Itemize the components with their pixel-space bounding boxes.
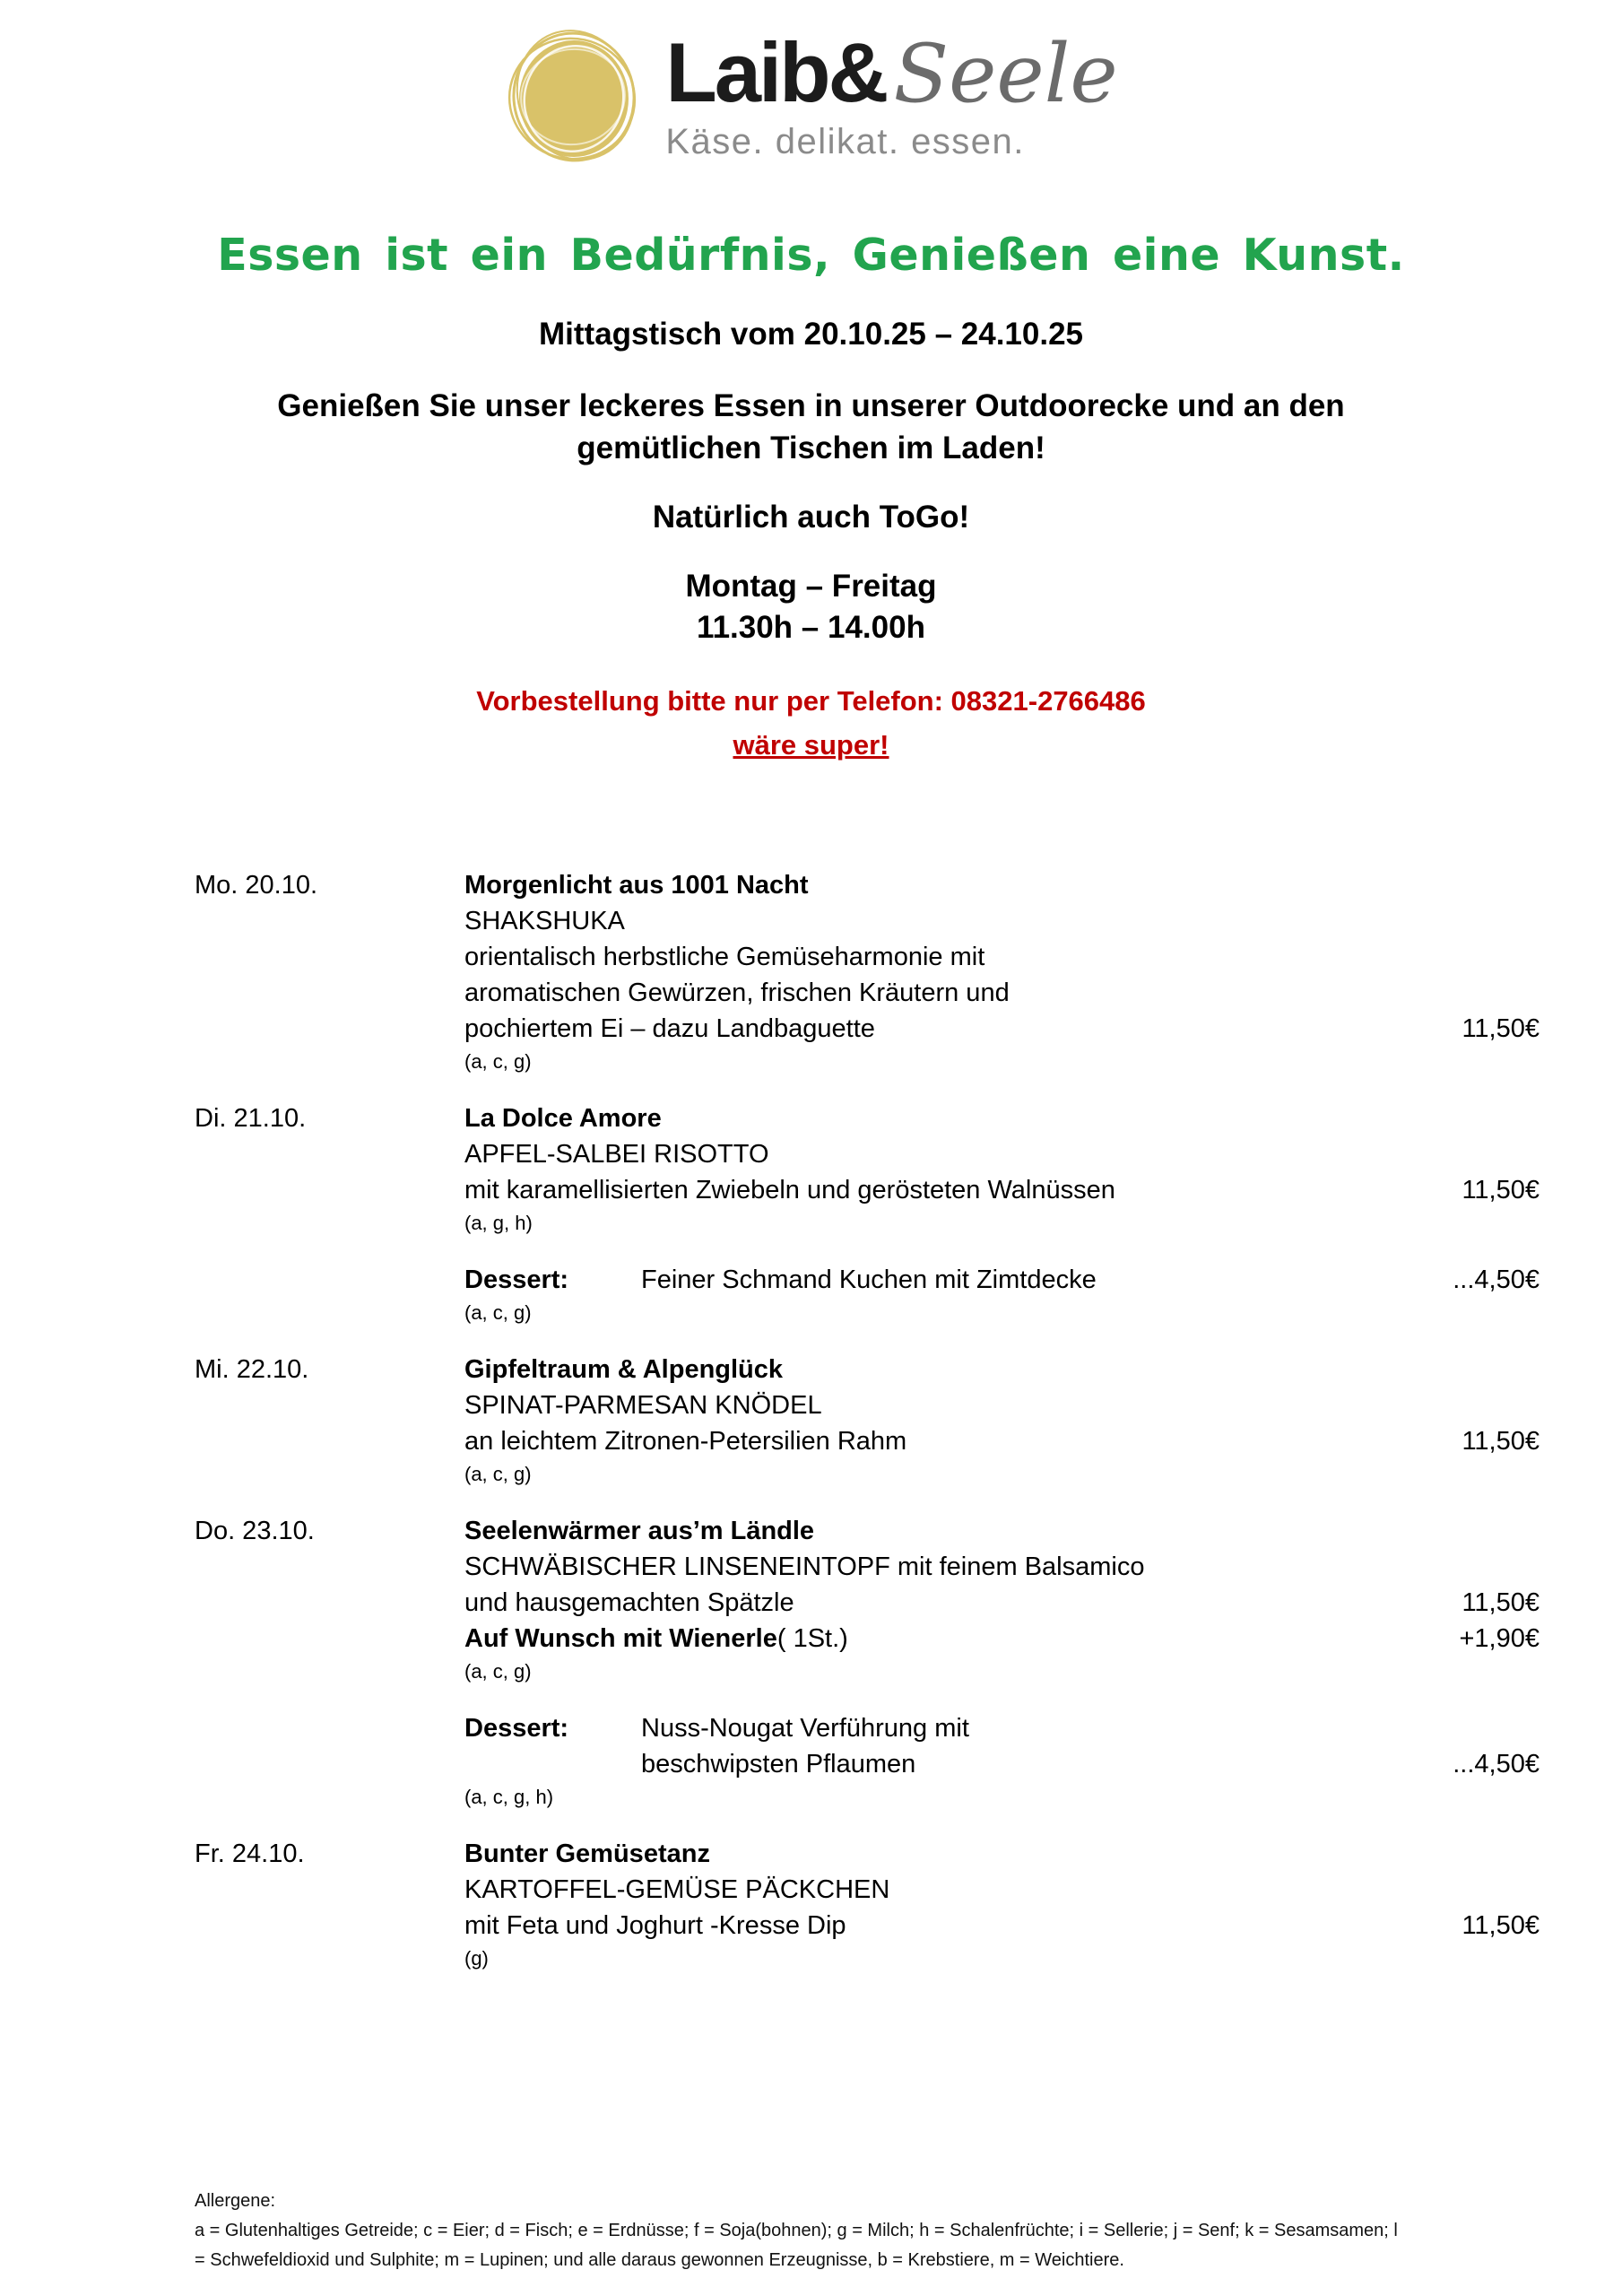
dish-block	[464, 1262, 1540, 1326]
dish-line	[464, 1423, 1540, 1459]
dish-line	[464, 1262, 1540, 1298]
dish-block	[464, 1836, 1540, 1972]
dish-text: an leichtem Zitronen-Petersilien Rahm	[464, 1427, 907, 1456]
price: 11,50€	[1462, 1427, 1540, 1456]
dish-line	[464, 867, 1540, 903]
dish-line	[464, 1172, 1540, 1208]
dish-text: Auf Wunsch mit Wienerle	[464, 1624, 777, 1653]
dish-text: KARTOFFEL-GEMÜSE PÄCKCHEN	[464, 1875, 890, 1904]
menu-day-row	[195, 1100, 1540, 1237]
dish-line	[464, 1836, 1540, 1872]
brand-name-laib: Laib&	[665, 25, 887, 119]
menu-list	[0, 867, 1622, 1972]
dish-line	[464, 1710, 1540, 1746]
day-label: Mo. 20.10.	[195, 871, 318, 900]
menu-day-row	[195, 1513, 1540, 1685]
dish-text: orientalisch herbstliche Gemüseharmonie mit	[464, 943, 985, 971]
day-label: Di. 21.10.	[195, 1104, 307, 1133]
dish-line	[464, 939, 1540, 975]
allergen-codes	[464, 1784, 1540, 1811]
dish-text: und hausgemachten Spätzle	[464, 1588, 794, 1617]
menu-day-row	[195, 867, 1540, 1075]
brand-tagline: Käse. delikat. essen.	[665, 122, 1025, 161]
dish-block	[464, 1710, 1540, 1811]
togo-line: Natürlich auch ToGo!	[652, 500, 970, 535]
dish-text: mit karamellisierten Zwiebeln und gerösteten Walnüssen	[464, 1176, 1115, 1205]
invitation-text	[0, 385, 1622, 469]
dish-text: (a, c, g)	[464, 1050, 532, 1073]
opening-times: 11.30h – 14.00h	[697, 610, 925, 645]
dish-line	[464, 1549, 1540, 1585]
allergen-line-2: = Schwefeldioxid und Sulphite; m = Lupinen; und alle daraus gewonnen Erzeugnisse, b = Krebstiere, m = Weichtiere.	[195, 2250, 1124, 2270]
price: 11,50€	[1462, 1588, 1540, 1617]
dish-text: (a, c, g)	[464, 1301, 532, 1324]
dish-block	[464, 867, 1540, 1075]
preorder-notice	[0, 679, 1622, 767]
dish-line	[464, 1011, 1540, 1047]
dish-line	[464, 1746, 1540, 1782]
dish-line	[464, 1621, 1540, 1657]
dish-line	[464, 1352, 1540, 1387]
dish-text: SCHWÄBISCHER LINSENEINTOPF mit feinem Balsamico	[464, 1552, 1145, 1581]
dish-text: (a, c, g)	[464, 1660, 532, 1683]
allergen-codes	[464, 1210, 1540, 1237]
brand-name-seele: Seele	[893, 27, 1118, 121]
dish-line	[464, 1100, 1540, 1136]
dish-text: SHAKSHUKA	[464, 907, 625, 935]
opening-hours	[0, 566, 1622, 648]
week-range-line: Mittagstisch vom 20.10.25 – 24.10.25	[539, 317, 1083, 352]
dish-text: Gipfeltraum & Alpenglück	[464, 1355, 784, 1384]
day-label	[195, 1710, 464, 1811]
dish-line	[464, 1136, 1540, 1172]
allergen-codes	[464, 1048, 1540, 1075]
dish-line	[464, 1513, 1540, 1549]
day-label: Mi. 22.10.	[195, 1355, 309, 1384]
dish-block	[464, 1100, 1540, 1237]
dish-text-suffix: ( 1St.)	[776, 1624, 848, 1653]
allergen-codes	[464, 1945, 1540, 1972]
price: ...4,50€	[1453, 1265, 1540, 1294]
price: 11,50€	[1462, 1014, 1540, 1043]
allergen-codes	[464, 1658, 1540, 1685]
dessert-row	[195, 1262, 1540, 1326]
brand-logo-text	[665, 23, 1117, 162]
price: ...4,50€	[1453, 1750, 1540, 1779]
dish-line	[464, 1585, 1540, 1621]
dish-line	[464, 903, 1540, 939]
brand-logo-mark-icon	[504, 23, 644, 170]
dish-text: mit Feta und Joghurt -Kresse Dip	[464, 1911, 846, 1940]
brand-logo	[0, 0, 1622, 176]
price: 11,50€	[1462, 1176, 1540, 1205]
dish-block	[464, 1513, 1540, 1685]
dish-text: APFEL-SALBEI RISOTTO	[464, 1140, 769, 1169]
allergen-line-1: a = Glutenhaltiges Getreide; c = Eier; d = Fisch; e = Erdnüsse; f = Soja(bohnen); g = Milch; h = Schalenfrüchte; i = Sellerie; j = Senf; k = Sesamsamen; l	[195, 2221, 1398, 2240]
dish-text: pochiertem Ei – dazu Landbaguette	[464, 1014, 875, 1043]
allergen-codes	[464, 1300, 1540, 1326]
dish-line	[464, 1387, 1540, 1423]
dish-line	[464, 975, 1540, 1011]
dish-line	[464, 1908, 1540, 1944]
dish-text: Nuss-Nougat Verführung mit	[641, 1714, 969, 1743]
dish-text: (g)	[464, 1947, 489, 1970]
price: +1,90€	[1459, 1624, 1540, 1653]
dish-text: Bunter Gemüsetanz	[464, 1839, 710, 1868]
dish-line	[464, 1872, 1540, 1908]
menu-day-row	[195, 1352, 1540, 1488]
day-label: Do. 23.10.	[195, 1517, 315, 1545]
dish-block	[464, 1352, 1540, 1488]
dessert-label: Dessert:	[464, 1265, 569, 1294]
dish-text: Feiner Schmand Kuchen mit Zimtdecke	[641, 1265, 1097, 1294]
dish-text: (a, g, h)	[464, 1212, 533, 1234]
dish-text: beschwipsten Pflaumen	[641, 1750, 916, 1779]
dish-text: (a, c, g)	[464, 1463, 532, 1485]
dish-text: SPINAT-PARMESAN KNÖDEL	[464, 1391, 822, 1420]
day-label	[195, 1262, 464, 1326]
dish-text: La Dolce Amore	[464, 1104, 662, 1133]
dish-text: Seelenwärmer aus’m Ländle	[464, 1517, 815, 1545]
dessert-row	[195, 1710, 1540, 1811]
preorder-appeal-line: wäre super!	[733, 729, 889, 761]
allergen-footer	[195, 2187, 1590, 2275]
invitation-line-2: gemütlichen Tischen im Laden!	[577, 430, 1045, 465]
preorder-phone-line: Vorbestellung bitte nur per Telefon: 08321-2766486	[476, 685, 1146, 717]
invitation-line-1: Genießen Sie unser leckeres Essen in unserer Outdoorecke und an den	[277, 388, 1345, 423]
opening-days: Montag – Freitag	[685, 569, 937, 604]
dish-text: aromatischen Gewürzen, frischen Kräutern und	[464, 978, 1010, 1007]
dessert-label: Dessert:	[464, 1714, 569, 1743]
menu-day-row	[195, 1836, 1540, 1972]
price: 11,50€	[1462, 1911, 1540, 1940]
dish-text: (a, c, g, h)	[464, 1786, 554, 1808]
allergen-codes	[464, 1461, 1540, 1488]
motto-headline: Essen ist ein Bedürfnis, Genießen eine Kunst.	[217, 230, 1405, 281]
dish-text: Morgenlicht aus 1001 Nacht	[464, 871, 809, 900]
day-label: Fr. 24.10.	[195, 1839, 305, 1868]
allergen-title: Allergene:	[195, 2191, 276, 2211]
